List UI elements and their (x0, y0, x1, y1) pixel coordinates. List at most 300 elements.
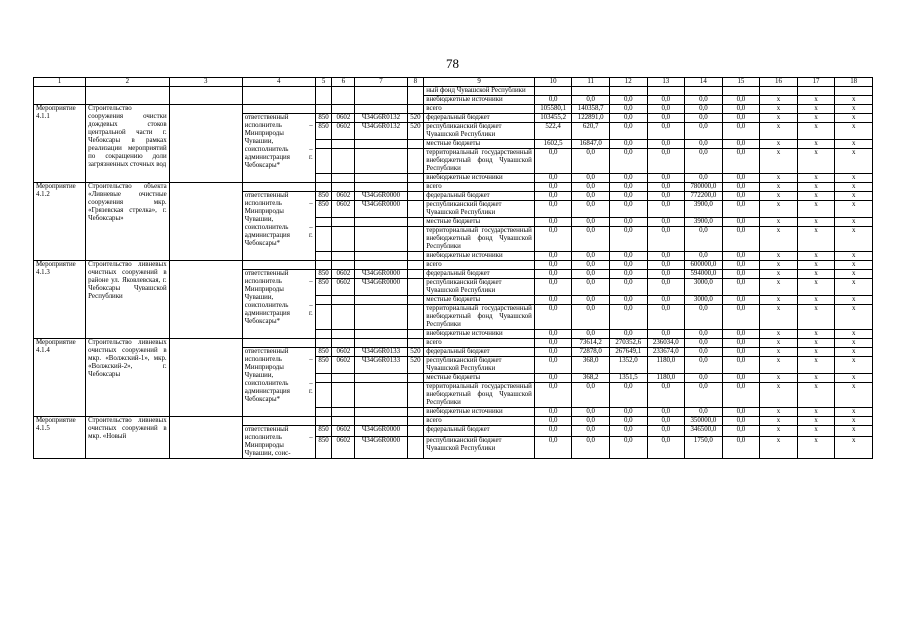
value-cell: 0,0 (609, 96, 647, 105)
value-cell: 0,0 (685, 383, 723, 408)
measure-name-cell: Строительство объекта «Ливневые очистные сооружения мкр. «Грязевская стрелка», г. Чебоксары» (86, 183, 169, 261)
value-cell: 0,0 (572, 296, 610, 305)
value-cell: 103455,2 (534, 114, 572, 123)
executor-cell: ответственный исполнитель – Минприроды Чувашии, соисполнитель – администрация г. Чебоксары* (242, 270, 315, 339)
code-cell (407, 339, 424, 348)
value-cell: x (797, 437, 835, 459)
value-cell: 0,0 (534, 408, 572, 417)
column-number-1: 1 (34, 78, 86, 87)
value-cell: 0,0 (609, 417, 647, 426)
executor-cell: ответственный исполнитель – Минприроды Чувашии, соисполнитель – администрация г. Чебоксары* (242, 192, 315, 261)
measure-id-cell: Мероприятие 4.1.4 (34, 339, 86, 417)
value-cell: 1180,0 (647, 357, 685, 374)
value-cell: x (797, 339, 835, 348)
value-cell: x (760, 339, 798, 348)
code-cell (332, 218, 355, 227)
value-cell: 0,0 (722, 339, 760, 348)
section-code-cell: 0602 (332, 114, 355, 123)
value-cell: 0,0 (722, 261, 760, 270)
value-cell: 0,0 (647, 227, 685, 252)
executor-cell (242, 261, 315, 270)
section-code-cell: 0602 (332, 279, 355, 296)
value-cell: 0,0 (609, 252, 647, 261)
value-cell: x (760, 252, 798, 261)
value-cell: 0,0 (685, 374, 723, 383)
value-cell: 0,0 (647, 408, 685, 417)
column-number-7: 7 (355, 78, 407, 87)
table-row (34, 417, 873, 426)
value-cell: 0,0 (685, 140, 723, 149)
value-cell: x (760, 417, 798, 426)
value-cell: x (760, 305, 798, 330)
value-cell: 0,0 (609, 437, 647, 459)
code-cell (355, 374, 407, 383)
section-code-cell: 0602 (332, 123, 355, 140)
code-cell (332, 383, 355, 408)
measure-name-cell (86, 87, 169, 105)
value-cell: 0,0 (722, 383, 760, 408)
target-article-cell: Ч34G6R0132 (355, 123, 407, 140)
value-cell: 0,0 (685, 408, 723, 417)
expense-type-cell: 520 (407, 357, 424, 374)
value-cell: x (760, 348, 798, 357)
value-cell: x (760, 149, 798, 174)
value-cell: x (760, 437, 798, 459)
value-cell: 0,0 (534, 437, 572, 459)
column-number-3: 3 (169, 78, 242, 87)
value-cell: 0,0 (647, 218, 685, 227)
value-cell: 0,0 (534, 417, 572, 426)
value-cell: x (760, 105, 798, 114)
source-cell: внебюджетные источники (424, 174, 535, 183)
value-cell: 0,0 (722, 201, 760, 218)
value-cell: 0,0 (534, 279, 572, 296)
code-cell (355, 149, 407, 174)
value-cell: x (797, 348, 835, 357)
source-cell: внебюджетные источники (424, 252, 535, 261)
column-number-4: 4 (242, 78, 315, 87)
value-cell: 368,2 (572, 374, 610, 383)
indicator-cell (169, 87, 242, 105)
value-cell: 0,0 (609, 218, 647, 227)
column-number-16: 16 (760, 78, 798, 87)
code-cell (332, 183, 355, 192)
value-cell: x (760, 270, 798, 279)
table-row (34, 261, 873, 270)
source-cell: республиканский бюджет Чувашской Республики (424, 357, 535, 374)
value-cell: x (835, 227, 873, 252)
code-cell (332, 105, 355, 114)
value-cell: 0,0 (609, 305, 647, 330)
code-cell (355, 261, 407, 270)
column-number-13: 13 (647, 78, 685, 87)
value-cell: 0,0 (722, 330, 760, 339)
source-cell: территориальный государственный внебюджетный фонд Чувашской Республики (424, 149, 535, 174)
code-cell (332, 417, 355, 426)
value-cell: 0,0 (572, 408, 610, 417)
value-cell: x (760, 123, 798, 140)
value-cell: x (835, 417, 873, 426)
column-number-11: 11 (572, 78, 610, 87)
executor-cell (242, 87, 315, 105)
code-cell (332, 261, 355, 270)
target-article-cell: Ч34G6R0000 (355, 437, 407, 459)
target-article-cell: Ч34G6R0132 (355, 114, 407, 123)
value-cell: 0,0 (647, 426, 685, 437)
value-cell: x (797, 149, 835, 174)
value-cell: 0,0 (647, 140, 685, 149)
target-article-cell: Ч34G6R0000 (355, 201, 407, 218)
value-cell: x (760, 383, 798, 408)
value-cell: 1750,0 (685, 437, 723, 459)
value-cell: 0,0 (609, 201, 647, 218)
column-number-14: 14 (685, 78, 723, 87)
value-cell: 0,0 (609, 426, 647, 437)
value-cell: 0,0 (572, 261, 610, 270)
value-cell: x (797, 96, 835, 105)
source-cell: местные бюджеты (424, 374, 535, 383)
code-cell (332, 140, 355, 149)
measure-id-cell: Мероприятие 4.1.3 (34, 261, 86, 339)
value-cell: 0,0 (647, 417, 685, 426)
value-cell: x (835, 305, 873, 330)
measure-name-cell: Строительство ливневых очистных сооружений в мкр. «Новый (86, 417, 169, 459)
value-cell: 0,0 (572, 218, 610, 227)
value-cell: 0,0 (722, 296, 760, 305)
value-cell: 0,0 (647, 330, 685, 339)
value-cell: 0,0 (647, 261, 685, 270)
code-cell (315, 330, 332, 339)
value-cell: 620,7 (572, 123, 610, 140)
value-cell: 0,0 (534, 192, 572, 201)
code-cell (332, 174, 355, 183)
code-cell (355, 383, 407, 408)
value-cell: x (797, 114, 835, 123)
expense-type-cell (407, 270, 424, 279)
source-cell: всего (424, 105, 535, 114)
value-cell (572, 87, 610, 96)
code-cell (355, 140, 407, 149)
value-cell: 368,0 (572, 357, 610, 374)
section-code-cell: 0602 (332, 437, 355, 459)
value-cell: x (835, 279, 873, 296)
value-cell: 0,0 (572, 383, 610, 408)
value-cell: 0,0 (534, 339, 572, 348)
grbs-cell: 850 (315, 437, 332, 459)
value-cell: 0,0 (647, 296, 685, 305)
value-cell: 1180,0 (647, 374, 685, 383)
value-cell: 0,0 (609, 261, 647, 270)
grbs-cell: 850 (315, 279, 332, 296)
value-cell: 0,0 (572, 252, 610, 261)
expense-type-cell (407, 279, 424, 296)
value-cell: 0,0 (647, 149, 685, 174)
value-cell: x (835, 149, 873, 174)
code-cell (407, 305, 424, 330)
value-cell: 140358,7 (572, 105, 610, 114)
value-cell: 0,0 (722, 374, 760, 383)
value-cell: x (835, 330, 873, 339)
value-cell: 0,0 (685, 348, 723, 357)
value-cell: 0,0 (534, 357, 572, 374)
value-cell: x (760, 330, 798, 339)
value-cell: x (835, 183, 873, 192)
grbs-cell: 850 (315, 357, 332, 374)
value-cell: 0,0 (685, 123, 723, 140)
value-cell: 0,0 (572, 417, 610, 426)
target-article-cell: Ч34G6R0000 (355, 279, 407, 296)
value-cell: x (797, 123, 835, 140)
section-code-cell: 0602 (332, 348, 355, 357)
value-cell: x (835, 270, 873, 279)
value-cell: 0,0 (609, 330, 647, 339)
value-cell: x (760, 261, 798, 270)
value-cell: 0,0 (609, 279, 647, 296)
value-cell (760, 87, 798, 96)
value-cell: 0,0 (534, 252, 572, 261)
value-cell: 346500,0 (685, 426, 723, 437)
value-cell: x (835, 114, 873, 123)
code-cell (315, 383, 332, 408)
value-cell: 0,0 (722, 408, 760, 417)
value-cell: x (835, 374, 873, 383)
executor-cell: ответственный исполнитель – Минприроды Чувашии, соисполнитель – администрация г. Чебоксары* (242, 348, 315, 417)
value-cell: x (797, 383, 835, 408)
value-cell: x (760, 279, 798, 296)
indicator-cell (169, 105, 242, 183)
expense-type-cell (407, 192, 424, 201)
code-cell (315, 105, 332, 114)
value-cell: 267649,1 (609, 348, 647, 357)
value-cell: 0,0 (722, 140, 760, 149)
value-cell: 270352,6 (609, 339, 647, 348)
value-cell: 0,0 (722, 417, 760, 426)
source-cell: федеральный бюджет (424, 270, 535, 279)
value-cell: 600000,0 (685, 261, 723, 270)
value-cell: x (797, 201, 835, 218)
value-cell: x (797, 218, 835, 227)
code-cell (355, 339, 407, 348)
code-cell (407, 140, 424, 149)
value-cell: x (797, 227, 835, 252)
value-cell: 0,0 (722, 437, 760, 459)
executor-cell: ответственный исполнитель – Минприроды Чувашии, соисполнитель – администрация г. Чебоксары* (242, 114, 315, 183)
indicator-cell (169, 417, 242, 459)
measure-id-cell (34, 87, 86, 105)
code-cell (315, 305, 332, 330)
code-cell (407, 408, 424, 417)
value-cell: 0,0 (609, 123, 647, 140)
code-cell (355, 227, 407, 252)
value-cell: 0,0 (572, 305, 610, 330)
value-cell: 0,0 (534, 270, 572, 279)
value-cell (647, 87, 685, 96)
value-cell: 0,0 (647, 174, 685, 183)
value-cell: x (760, 227, 798, 252)
expense-type-cell (407, 426, 424, 437)
value-cell: x (797, 296, 835, 305)
value-cell: 0,0 (647, 96, 685, 105)
code-cell (315, 87, 332, 105)
value-cell: 0,0 (647, 305, 685, 330)
value-cell: 16847,0 (572, 140, 610, 149)
value-cell: 0,0 (647, 183, 685, 192)
value-cell: 0,0 (609, 296, 647, 305)
value-cell: 0,0 (647, 437, 685, 459)
target-article-cell: Ч34G6R0000 (355, 270, 407, 279)
value-cell: x (797, 261, 835, 270)
value-cell: x (835, 174, 873, 183)
code-cell (355, 408, 407, 417)
code-cell (355, 417, 407, 426)
value-cell: x (797, 183, 835, 192)
value-cell: 0,0 (572, 96, 610, 105)
value-cell: x (835, 348, 873, 357)
page-number: 78 (446, 56, 459, 71)
value-cell: 0,0 (685, 357, 723, 374)
section-code-cell: 0602 (332, 192, 355, 201)
measure-id-cell: Мероприятие 4.1.5 (34, 417, 86, 459)
value-cell: 3900,0 (685, 218, 723, 227)
source-cell: федеральный бюджет (424, 348, 535, 357)
code-cell (315, 261, 332, 270)
code-cell (332, 87, 355, 105)
value-cell: x (797, 426, 835, 437)
value-cell: 0,0 (534, 383, 572, 408)
value-cell: x (835, 201, 873, 218)
value-cell: 0,0 (722, 218, 760, 227)
value-cell: 0,0 (572, 426, 610, 437)
executor-cell: ответственный исполнитель – Минприроды Чувашии, соис- (242, 426, 315, 459)
value-cell: x (760, 296, 798, 305)
column-number-18: 18 (835, 78, 873, 87)
value-cell: 0,0 (534, 296, 572, 305)
value-cell: 0,0 (572, 330, 610, 339)
value-cell: x (835, 357, 873, 374)
value-cell: 780000,0 (685, 183, 723, 192)
code-cell (332, 330, 355, 339)
source-cell: территориальный государственный внебюджетный фонд Чувашской Республики (424, 305, 535, 330)
code-cell (407, 227, 424, 252)
value-cell: 105580,1 (534, 105, 572, 114)
value-cell: x (835, 105, 873, 114)
code-cell (315, 140, 332, 149)
value-cell: 0,0 (534, 330, 572, 339)
header-row (34, 78, 873, 87)
column-number-9: 9 (424, 78, 535, 87)
value-cell: 0,0 (534, 348, 572, 357)
section-code-cell: 0602 (332, 426, 355, 437)
source-cell: республиканский бюджет Чувашской Республики (424, 437, 535, 459)
value-cell: x (760, 183, 798, 192)
budget-table (33, 77, 873, 459)
value-cell: 0,0 (722, 123, 760, 140)
value-cell: 0,0 (685, 330, 723, 339)
value-cell: x (797, 140, 835, 149)
target-article-cell: Ч34G6R0133 (355, 348, 407, 357)
code-cell (332, 408, 355, 417)
code-cell (407, 105, 424, 114)
value-cell: 0,0 (722, 305, 760, 330)
executor-cell (242, 183, 315, 192)
expense-type-cell: 520 (407, 348, 424, 357)
code-cell (315, 227, 332, 252)
value-cell: 0,0 (647, 123, 685, 140)
value-cell: x (760, 96, 798, 105)
column-number-10: 10 (534, 78, 572, 87)
column-number-2: 2 (86, 78, 169, 87)
code-cell (332, 227, 355, 252)
section-code-cell: 0602 (332, 270, 355, 279)
value-cell: 350000,0 (685, 417, 723, 426)
value-cell: x (760, 192, 798, 201)
value-cell: 0,0 (609, 114, 647, 123)
value-cell: 0,0 (722, 426, 760, 437)
value-cell: x (797, 417, 835, 426)
value-cell: 0,0 (534, 149, 572, 174)
code-cell (407, 183, 424, 192)
code-cell (315, 417, 332, 426)
code-cell (407, 261, 424, 270)
value-cell: x (760, 114, 798, 123)
column-number-17: 17 (797, 78, 835, 87)
code-cell (407, 374, 424, 383)
value-cell: x (835, 437, 873, 459)
code-cell (332, 339, 355, 348)
value-cell: 0,0 (572, 183, 610, 192)
value-cell: x (835, 252, 873, 261)
value-cell: 0,0 (647, 270, 685, 279)
value-cell: 1352,0 (609, 357, 647, 374)
value-cell: x (760, 201, 798, 218)
measure-id-cell: Мероприятие 4.1.2 (34, 183, 86, 261)
value-cell: x (835, 383, 873, 408)
value-cell: x (760, 408, 798, 417)
value-cell: 0,0 (685, 114, 723, 123)
value-cell (797, 87, 835, 96)
measure-id-cell: Мероприятие 4.1.1 (34, 105, 86, 183)
value-cell: 0,0 (609, 192, 647, 201)
code-cell (407, 149, 424, 174)
value-cell: 1351,5 (609, 374, 647, 383)
target-article-cell: Ч34G6R0000 (355, 192, 407, 201)
code-cell (355, 252, 407, 261)
source-cell: всего (424, 183, 535, 192)
value-cell: 0,0 (722, 114, 760, 123)
value-cell: 0,0 (609, 105, 647, 114)
code-cell (315, 149, 332, 174)
continuation-row (34, 87, 873, 96)
value-cell: 0,0 (685, 252, 723, 261)
code-cell (315, 252, 332, 261)
code-cell (407, 174, 424, 183)
executor-cell (242, 105, 315, 114)
code-cell (332, 296, 355, 305)
value-cell: 0,0 (647, 105, 685, 114)
source-cell: внебюджетные источники (424, 96, 535, 105)
value-cell: 0,0 (572, 149, 610, 174)
code-cell (332, 305, 355, 330)
code-cell (332, 149, 355, 174)
value-cell: x (797, 330, 835, 339)
column-number-8: 8 (407, 78, 424, 87)
code-cell (355, 296, 407, 305)
value-cell: x (797, 270, 835, 279)
code-cell (355, 218, 407, 227)
value-cell: 0,0 (685, 339, 723, 348)
grbs-cell: 850 (315, 201, 332, 218)
code-cell (407, 296, 424, 305)
